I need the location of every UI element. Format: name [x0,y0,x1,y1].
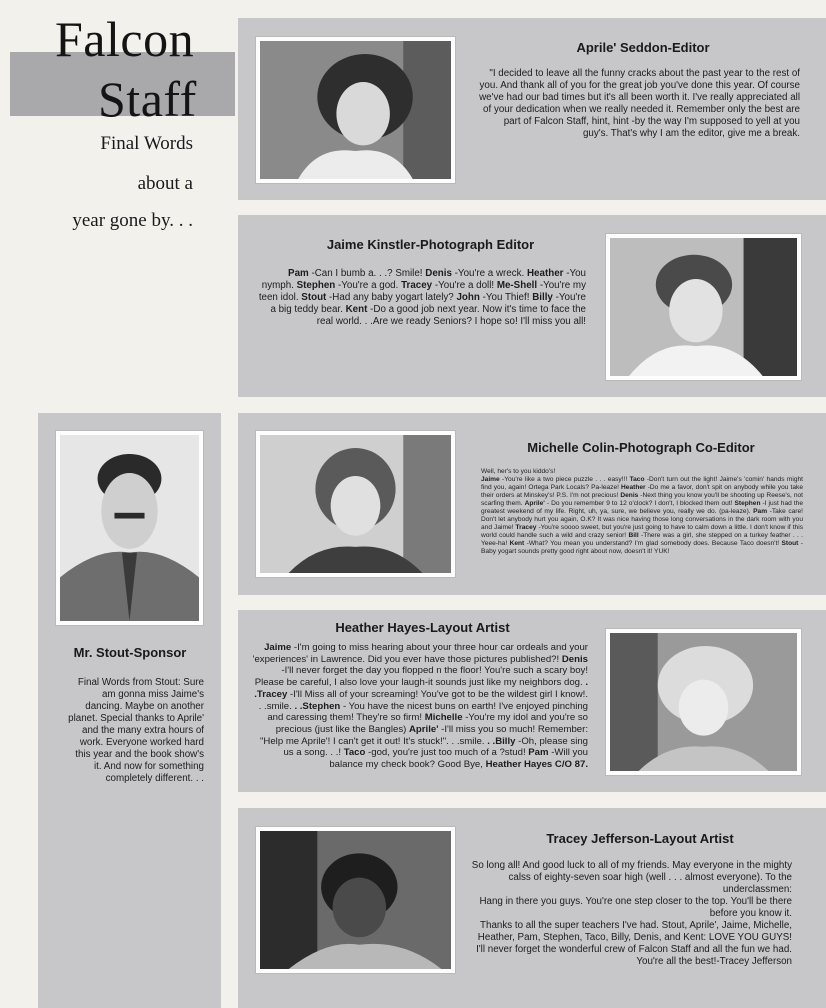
heading-heather: Heather Hayes-Layout Artist [335,620,510,635]
name-denis: Denis [425,268,452,279]
heading-tracey: Tracey Jefferson-Layout Artist [546,831,734,846]
subtitle-line-2: about a [137,173,193,194]
portrait-michelle-image [260,435,451,573]
heading-michelle: Michelle Colin-Photograph Co-Editor [527,440,755,455]
text-michelle [481,468,803,556]
name-john: John [456,291,480,303]
heading-jaime: Jaime Kinstler-Photograph Editor [326,237,535,252]
portrait-jaime-image [610,238,797,376]
heather-signoff: Heather Hayes C/O 87. [485,759,588,771]
name-heather: Heather [526,268,564,279]
photo-heather [605,628,802,776]
portrait-tracey-image [260,831,451,969]
name-stephen: Stephen [296,279,336,291]
text-heather: Jaime -I'm going to miss hearing about your three hour car ordeals and your 'experiences' in Lawrence. Did you ever have those pictures published?! Denis -I'll never forget the day you flopped n the floor! You're such a scary boy! Please be careful, I also love your laugh-it sounds just like my neighbors dog. . .Tracey -I'll Miss all of your screaming! You've got to be the wildest girl I know!. . .smile. . .Stephen - You have the nicest buns on earth! I've enjoyed pinching and caressing them! They're so firm! Michelle -You're my idol and you're so precious (just like the Bangles) Aprile' -I'll miss you so much! Remember: "Help me Aprile'! I can't get it out! It's stuck!". . .smile. . .Billy -Oh, please sing us a song. . .! Taco -god, you're just too much of a ?stud! Pam -Will you balance my check book? Good Bye, Heather Hayes C/O 87. [252,642,588,771]
tracey-p3: Thanks to all the super teachers I've had. Stout, Aprile', Jaime, Michelle, Heather, Pam, Stephen, Taco, Billy, Denis, and Kent: LOVE YOU GUYS! I'll never forget the wonderful crew of Falcon Staff and all the fun we had. You're all the best!-Tracey Jefferson [476,919,792,967]
subtitle-line-1: Final Words [100,133,193,154]
portrait-heather-image [610,633,797,771]
subtitle-line-3: year gone by. . . [72,210,193,231]
photo-aprile [255,36,456,184]
photo-michelle [255,430,456,578]
michelle-intro: Well, her's to you kiddo's! [481,468,556,475]
portrait-aprile-image [260,41,451,179]
text-aprile: "I decided to leave all the funny cracks about the past year to the rest of you. And thank all of you for the great job you've done this year. Of course we've had our bad times but it's all been worth it. I've really appreciated all of your dedication when we really needed it. Remember only the best are part of Falcon Staff, hint, hint -by the way I'm supposed to yell at you guy's. That's why I am the editor, give me a break. [479,68,800,139]
text-stout: Final Words from Stout: Sure am gonna miss Jaime's dancing. Maybe on another planet. Special thanks to Aprile' and the many extra hours of work. Everyone worked hard this year and the book show's it. And now for something completely different. . . [68,677,204,784]
name-billy: Billy [532,291,553,303]
michelle-body: Jaime -You're like a two piece puzzle . . . easy!!! Taco -Don't turn out the light! Jaime's 'comin' hands might find you, again! Ortega Park Locals? Pa-leaze! Heather -Do me a favor, don't spit on anybody while you take their orders at Minskey's! P.S. I'm not precious! Denis -Next thing you know you'll be shooting up Reese's, not scarfing them. Aprile' - Do you remember 9 to 12 o'clock? I don't, I blocked them out! Stephen -I just had the greatest weekend of my life. Right, uh, ya, sure, we believe you, really we do. (pa-leaze). Pam -Take care! Don't let anybody hurt you again, O.K? It was nice having those long conversations in the dark room with you and Jaime! Tracey -You're soooo sweet, but you're just going to have to calm down a little. I don't know if this world could handle such a wild and crazy senior! Bill -There was a girl, she stepped on a turkey feather . . . Yeee-ha! Kent -What? You mean you understand? I'm glad somebody does. Because Taco doesn't! Stout -Baby yogart sounds pretty good right about now, doesn't it! YUK! [481,476,803,556]
photo-tracey [255,826,456,974]
tracey-p1: So long all! And good luck to all of my friends. May everyone in the mighty calss of eighty-seven soar high (well . . . almost everyone). To the underclassmen: [471,860,792,895]
photo-jaime [605,233,802,381]
text-jaime: Pam -Can I bumb a. . .? Smile! Denis -You're a wreck. Heather -You nymph. Stephen -You're a god. Tracey -You're a doll! Me-Shell -You're my teen idol. Stout -Had any baby yogart lately? John -You Thief! Billy -You're a big teddy bear. Kent -Do a good job next year. Now it's time to face the real world. . .Are we ready Seniors? I hope so! I'll miss you all! [258,268,586,327]
name-tracey: Tracey [401,279,433,291]
photo-stout [55,430,204,626]
heading-stout: Mr. Stout-Sponsor [73,645,187,660]
heading-aprile: Aprile' Seddon-Editor [576,40,710,55]
title-staff: Staff [98,71,197,127]
name-me-shell: Me-Shell [496,279,538,291]
name-stout: Stout [301,291,327,303]
title-falcon: Falcon [55,11,195,67]
portrait-stout-image [60,435,199,621]
text-tracey [470,860,792,967]
name-kent: Kent [345,303,368,315]
tracey-p2: Hang in there you guys. You're one step closer to the top. You'll be there before you know it. [479,895,792,919]
name-pam: Pam [288,268,309,279]
